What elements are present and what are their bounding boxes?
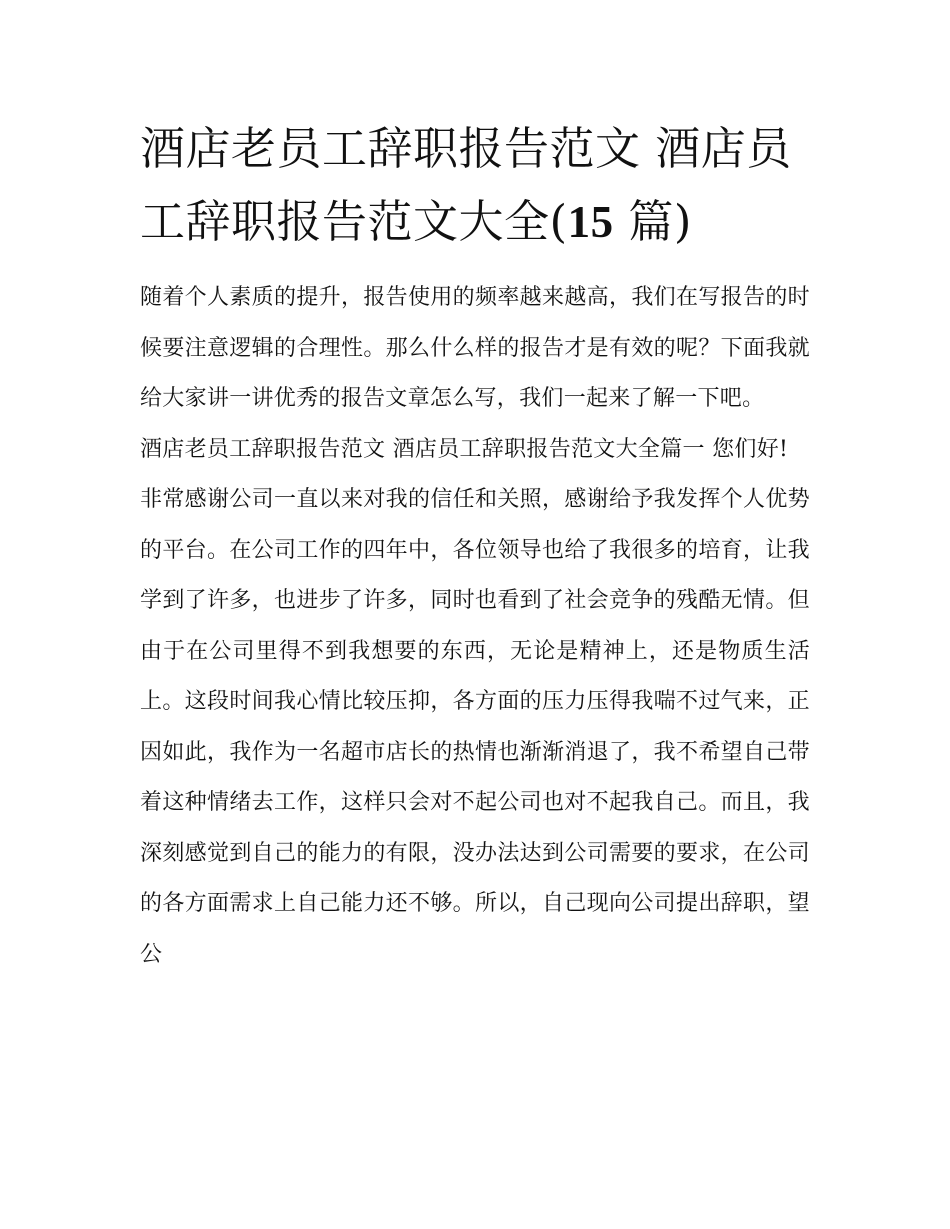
document-title xyxy=(140,0,810,259)
title-number: 15 xyxy=(567,197,614,247)
intro-paragraph: 随着个人素质的提升，报告使用的频率越来越高，我们在写报告的时候要注意逻辑的合理性。那么什么样的报告才是有效的呢？下面我就给大家讲一讲优秀的报告文章怎么写，我们一起来了解一下吧。 xyxy=(140,285,810,411)
title-text-part1: 酒店老员工辞职报告范文 酒店员工辞职报告范文大全( xyxy=(140,122,792,248)
title-text-part2: 篇) xyxy=(613,195,692,248)
body-paragraph: 非常感谢公司一直以来对我的信任和关照，感谢给予我发挥个人优势的平台。在公司工作的四年中，各位领导也给了我很多的培育，让我学到了许多，也进步了许多，同时也看到了社会竞争的残酷无情。但由于在公司里得不到我想要的东西，无论是精神上，还是物质生活上。这段时间我心情比较压抑，各方面的压力压得我喘不过气来，正因如此，我作为一名超市店长的热情也渐渐消退了，我不希望自己带着这种情绪去工作，这样只会对不起公司也对不起我自己。而且，我深刻感觉到自己的能力的有限，没办法达到公司需要的要求，在公司的各方面需求上自己能力还不够。所以，自己现向公司提出辞职，望公 xyxy=(140,487,810,967)
section-heading-paragraph: 酒店老员工辞职报告范文 酒店员工辞职报告范文大全篇一 您们好! xyxy=(140,436,789,462)
document-body xyxy=(140,273,810,980)
